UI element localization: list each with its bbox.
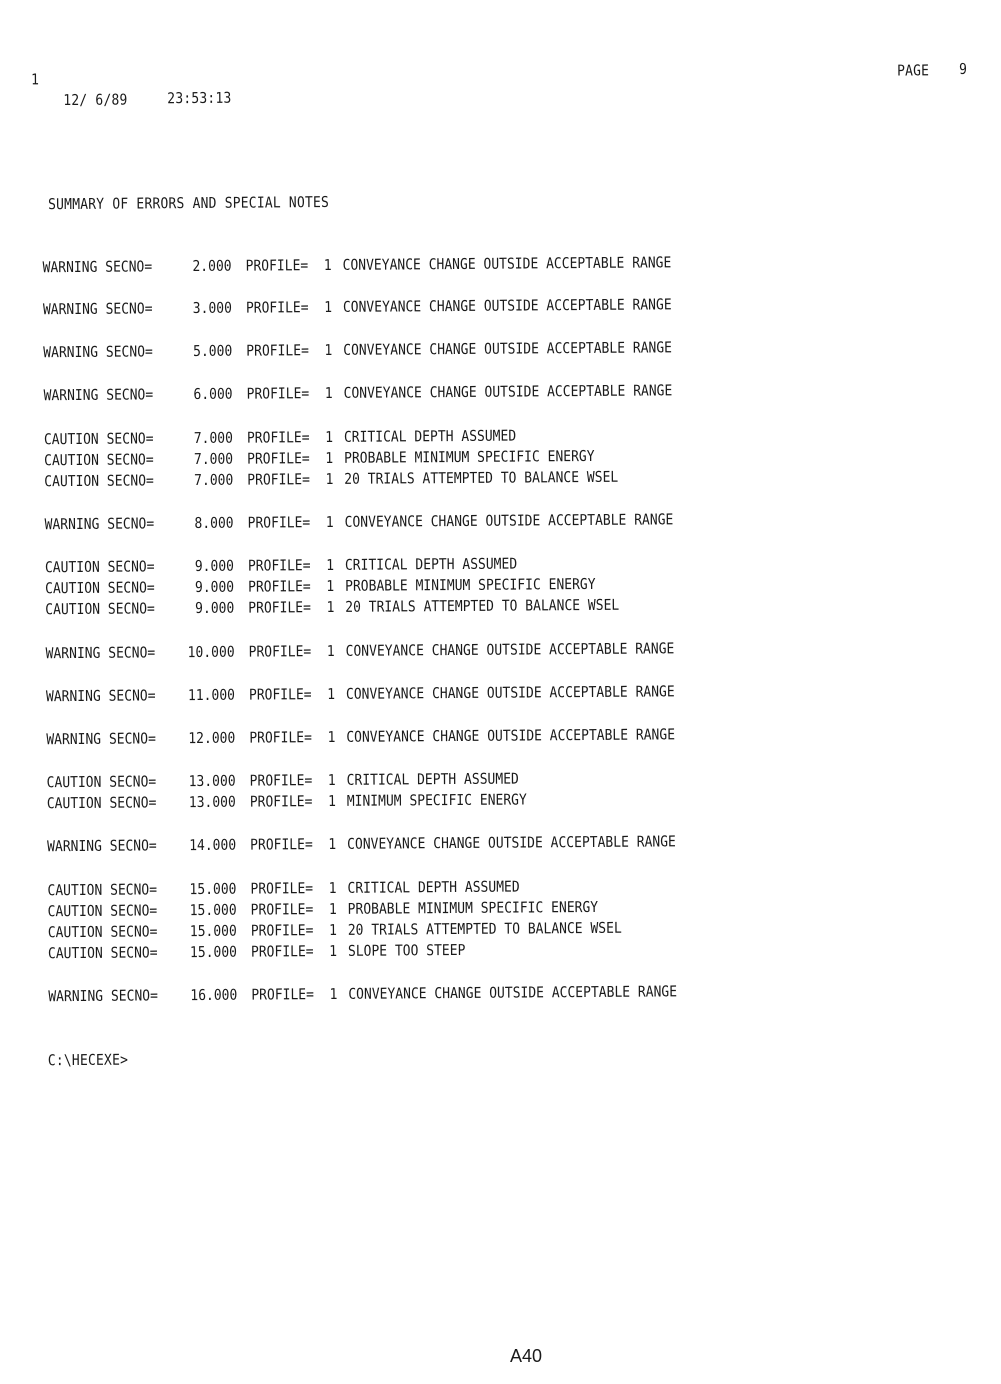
message-text: CONVEYANCE CHANGE OUTSIDE ACCEPTABLE RANGE	[344, 511, 674, 532]
message-row	[44, 447, 744, 470]
message-text: 20 TRIALS ATTEMPTED TO BALANCE WSEL	[344, 469, 619, 489]
message-type: WARNING SECNO=	[47, 837, 157, 856]
message-row	[44, 468, 744, 491]
message-text: CONVEYANCE CHANGE OUTSIDE ACCEPTABLE RANGE	[343, 382, 673, 403]
message-row	[47, 833, 747, 856]
message-type: CAUTION SECNO=	[45, 600, 155, 619]
message-type: CAUTION SECNO=	[46, 794, 157, 813]
message-type: CAUTION SECNO=	[44, 558, 155, 577]
message-row	[45, 575, 745, 598]
message-row	[47, 769, 747, 792]
message-type: CAUTION SECNO=	[47, 923, 158, 942]
message-row	[47, 877, 747, 900]
message-type: WARNING SECNO=	[42, 258, 153, 277]
message-text: CONVEYANCE CHANGE OUTSIDE ACCEPTABLE RANGE	[343, 339, 673, 360]
profile-value: PROFILE= 1	[249, 772, 336, 791]
message-type: WARNING SECNO=	[42, 300, 153, 319]
message-row	[48, 940, 748, 963]
message-type: CAUTION SECNO=	[44, 451, 154, 470]
message-text: CONVEYANCE CHANGE OUTSIDE ACCEPTABLE RANGE	[345, 640, 675, 661]
secno-value: 8.000	[194, 515, 234, 533]
message-text: CRITICAL DEPTH ASSUMED	[343, 427, 517, 447]
profile-value: PROFILE= 1	[249, 793, 336, 812]
profile-value: PROFILE= 1	[246, 385, 333, 404]
message-row	[48, 898, 748, 921]
secno-value: 7.000	[194, 472, 234, 490]
message-text: CRITICAL DEPTH ASSUMED	[344, 555, 518, 575]
page-label: PAGE	[897, 62, 930, 81]
message-row	[48, 983, 748, 1006]
message-row	[46, 726, 746, 749]
message-text: CONVEYANCE CHANGE OUTSIDE ACCEPTABLE RANGE	[345, 683, 675, 704]
profile-value: PROFILE= 1	[251, 986, 338, 1005]
secno-value: 15.000	[189, 944, 238, 962]
command-prompt: C:\HECEXE>	[47, 1051, 129, 1070]
secno-value: 15.000	[189, 881, 237, 899]
secno-value: 9.000	[194, 558, 235, 576]
message-text: CRITICAL DEPTH ASSUMED	[347, 878, 520, 898]
secno-value: 13.000	[188, 794, 236, 812]
secno-value: 9.000	[194, 579, 235, 597]
profile-value: PROFILE= 1	[250, 922, 337, 941]
message-text: MINIMUM SPECIFIC ENERGY	[346, 791, 527, 811]
profile-value: PROFILE= 1	[249, 729, 336, 748]
message-text: SLOPE TOO STEEP	[347, 942, 466, 961]
page-number: 9	[958, 61, 968, 79]
profile-value: PROFILE= 1	[246, 429, 334, 448]
profile-value: PROFILE= 1	[247, 514, 334, 533]
message-type: WARNING SECNO=	[45, 644, 156, 663]
profile-value: PROFILE= 1	[247, 471, 334, 490]
message-text: CONVEYANCE CHANGE OUTSIDE ACCEPTABLE RANGE	[348, 983, 678, 1004]
profile-value: PROFILE= 1	[245, 299, 333, 318]
message-type: CAUTION SECNO=	[44, 472, 154, 491]
message-text: PROBABLE MINIMUM SPECIFIC ENERGY	[347, 899, 599, 919]
secno-value: 12.000	[188, 730, 236, 748]
profile-value: PROFILE= 1	[248, 599, 335, 618]
message-row	[43, 296, 743, 319]
message-type: WARNING SECNO=	[45, 687, 156, 706]
message-row	[43, 254, 743, 277]
message-type: CAUTION SECNO=	[46, 773, 157, 792]
secno-value: 10.000	[187, 644, 235, 662]
print-time: 23:53:13	[167, 90, 232, 108]
profile-value: PROFILE= 1	[248, 686, 336, 705]
message-text: PROBABLE MINIMUM SPECIFIC ENERGY	[344, 448, 595, 468]
profile-value: PROFILE= 1	[250, 836, 337, 855]
message-text: CONVEYANCE CHANGE OUTSIDE ACCEPTABLE RANGE	[342, 254, 672, 275]
message-row	[45, 511, 745, 534]
message-type: WARNING SECNO=	[44, 515, 155, 534]
message-row	[48, 919, 748, 942]
message-type: WARNING SECNO=	[48, 987, 158, 1006]
secno-value: 7.000	[193, 451, 234, 469]
page-footer-label: A40	[510, 1346, 543, 1366]
message-type: CAUTION SECNO=	[47, 902, 158, 921]
secno-value: 14.000	[189, 837, 237, 855]
profile-value: PROFILE= 1	[250, 901, 337, 920]
message-text: CONVEYANCE CHANGE OUTSIDE ACCEPTABLE RANGE	[342, 296, 672, 317]
secno-value: 16.000	[190, 987, 238, 1005]
secno-value: 15.000	[189, 902, 237, 920]
message-type: CAUTION SECNO=	[43, 430, 154, 449]
message-type: WARNING SECNO=	[43, 343, 153, 362]
secno-value: 3.000	[192, 300, 232, 318]
message-row	[45, 596, 745, 619]
profile-value: PROFILE= 1	[247, 557, 335, 576]
message-text: 20 TRIALS ATTEMPTED TO BALANCE WSEL	[347, 920, 622, 940]
summary-title: SUMMARY OF ERRORS AND SPECIAL NOTES	[48, 194, 330, 214]
secno-value: 11.000	[187, 687, 236, 705]
message-row	[43, 339, 743, 362]
secno-value: 7.000	[193, 430, 234, 448]
message-row	[47, 790, 747, 813]
message-row	[45, 554, 745, 577]
profile-value: PROFILE= 1	[245, 257, 332, 276]
message-type: WARNING SECNO=	[46, 730, 156, 749]
message-type: CAUTION SECNO=	[47, 944, 158, 963]
message-row	[44, 426, 744, 449]
message-text: PROBABLE MINIMUM SPECIFIC ENERGY	[345, 576, 596, 596]
profile-value: PROFILE= 1	[250, 943, 338, 962]
message-row	[46, 683, 746, 706]
header-line-number: 1	[31, 71, 40, 89]
secno-value: 6.000	[193, 386, 233, 404]
secno-value: 2.000	[192, 258, 232, 276]
secno-value: 13.000	[188, 773, 236, 791]
profile-value: PROFILE= 1	[246, 342, 333, 361]
profile-value: PROFILE= 1	[247, 450, 334, 469]
message-text: CONVEYANCE CHANGE OUTSIDE ACCEPTABLE RANGE	[347, 833, 676, 854]
profile-value: PROFILE= 1	[250, 880, 337, 899]
print-date: 12/ 6/89	[63, 91, 128, 110]
profile-value: PROFILE= 1	[248, 643, 335, 662]
message-type: CAUTION SECNO=	[47, 881, 158, 900]
message-row	[44, 382, 744, 405]
message-type: CAUTION SECNO=	[45, 579, 155, 598]
message-text: 20 TRIALS ATTEMPTED TO BALANCE WSEL	[345, 597, 620, 617]
message-text: CONVEYANCE CHANGE OUTSIDE ACCEPTABLE RANGE	[346, 726, 676, 747]
message-row	[46, 640, 746, 663]
message-type: WARNING SECNO=	[43, 386, 154, 405]
profile-value: PROFILE= 1	[248, 578, 335, 597]
secno-value: 9.000	[195, 600, 235, 618]
message-text: CRITICAL DEPTH ASSUMED	[346, 770, 519, 790]
secno-value: 5.000	[193, 343, 233, 361]
secno-value: 15.000	[189, 923, 237, 941]
